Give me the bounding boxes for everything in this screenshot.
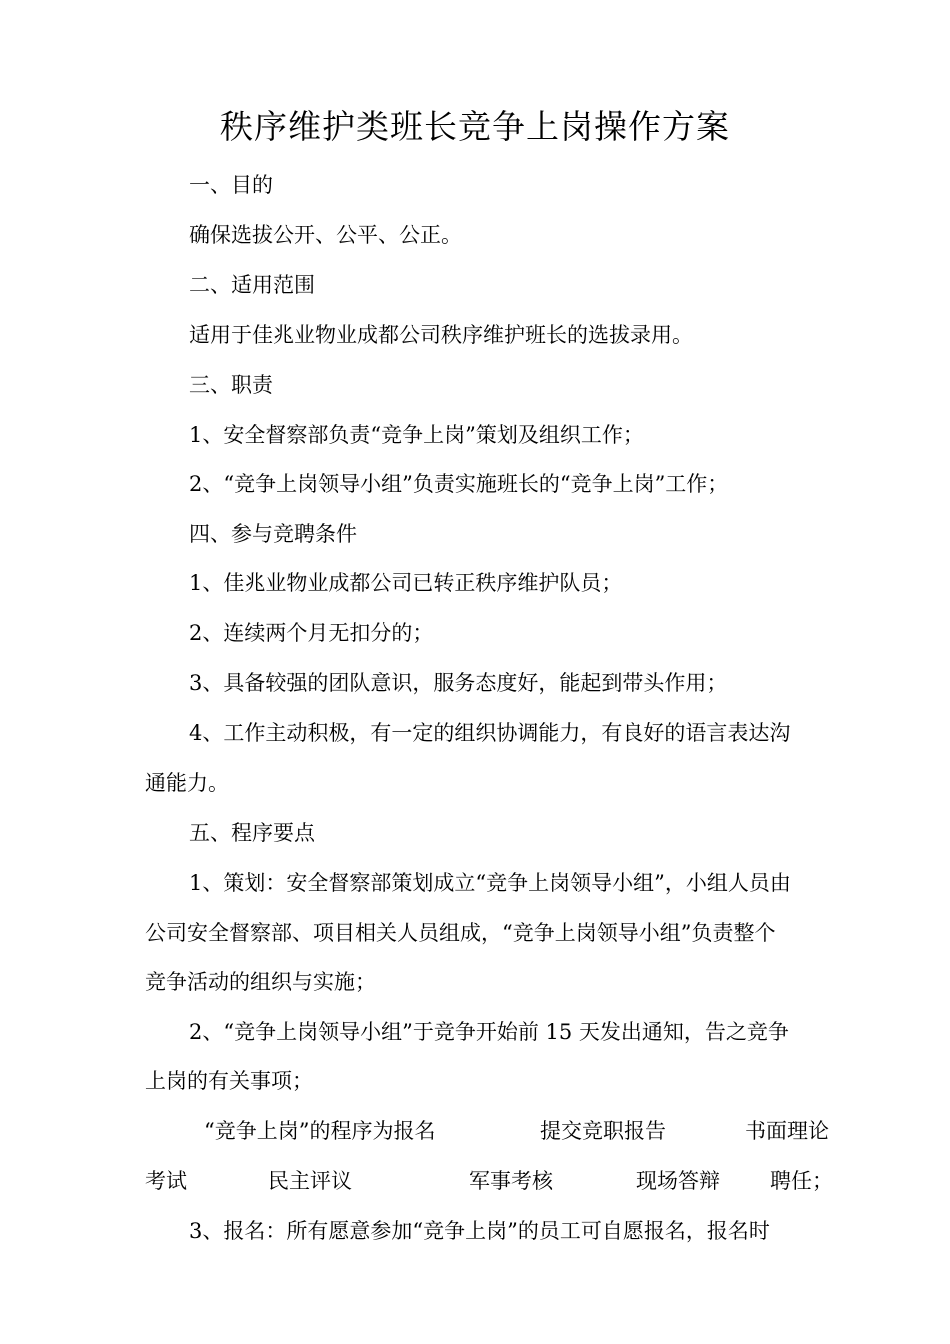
scope-text: 适用于佳兆业物业成都公司秩序维护班长的选拔录用。 xyxy=(189,323,693,347)
section-heading-purpose: 一、目的 xyxy=(189,173,273,197)
conditions-item-4-line-1: 4、工作主动积极，有一定的组织协调能力，有良好的语言表达沟 xyxy=(189,721,791,745)
document-title: 秩序维护类班长竞争上岗操作方案 xyxy=(220,107,730,146)
procedure-step-report: 提交竞职报告 xyxy=(540,1119,666,1143)
duties-item-1: 1、安全督察部负责“竞争上岗”策划及组织工作； xyxy=(189,423,644,447)
duties-item-2: 2、“竞争上岗领导小组”负责实施班长的“竞争上岗”工作； xyxy=(189,472,729,496)
procedure-step-appointment: 聘任； xyxy=(770,1169,833,1193)
conditions-item-3: 3、具备较强的团队意识，服务态度好，能起到带头作用； xyxy=(189,671,728,695)
conditions-item-1: 1、佳兆业物业成都公司已转正秩序维护队员； xyxy=(189,571,623,595)
procedure-item-2-line-2: 上岗的有关事项； xyxy=(145,1069,313,1093)
procedure-step-defense: 现场答辩 xyxy=(636,1169,720,1193)
purpose-text: 确保选拔公开、公平、公正。 xyxy=(189,223,462,247)
procedure-item-2-line-1: 2、“竞争上岗领导小组”于竞争开始前 15 天发出通知，告之竞争 xyxy=(189,1020,789,1044)
section-heading-conditions: 四、参与竞聘条件 xyxy=(189,522,357,546)
conditions-item-2: 2、连续两个月无扣分的； xyxy=(189,621,434,645)
section-heading-duties: 三、职责 xyxy=(189,373,273,397)
procedure-step-evaluation: 民主评议 xyxy=(268,1169,352,1193)
procedure-step-written-exam-a: 书面理论 xyxy=(745,1119,829,1143)
procedure-step-military-assessment: 军事考核 xyxy=(469,1169,553,1193)
section-heading-scope: 二、适用范围 xyxy=(189,273,315,297)
procedure-item-3-line-1: 3、报名：所有愿意参加“竞争上岗”的员工可自愿报名，报名时 xyxy=(189,1219,770,1243)
section-heading-procedure: 五、程序要点 xyxy=(189,821,315,845)
procedure-steps-intro: “竞争上岗”的程序为报名 xyxy=(204,1119,436,1143)
procedure-item-1-line-1: 1、策划：安全督察部策划成立“竞争上岗领导小组”，小组人员由 xyxy=(189,871,791,895)
procedure-item-1-line-3: 竞争活动的组织与实施； xyxy=(145,970,376,994)
procedure-item-1-line-2: 公司安全督察部、项目相关人员组成，“竞争上岗领导小组”负责整个 xyxy=(145,921,776,945)
procedure-step-written-exam-b: 考试 xyxy=(145,1169,187,1193)
conditions-item-4-line-2: 通能力。 xyxy=(145,771,229,795)
